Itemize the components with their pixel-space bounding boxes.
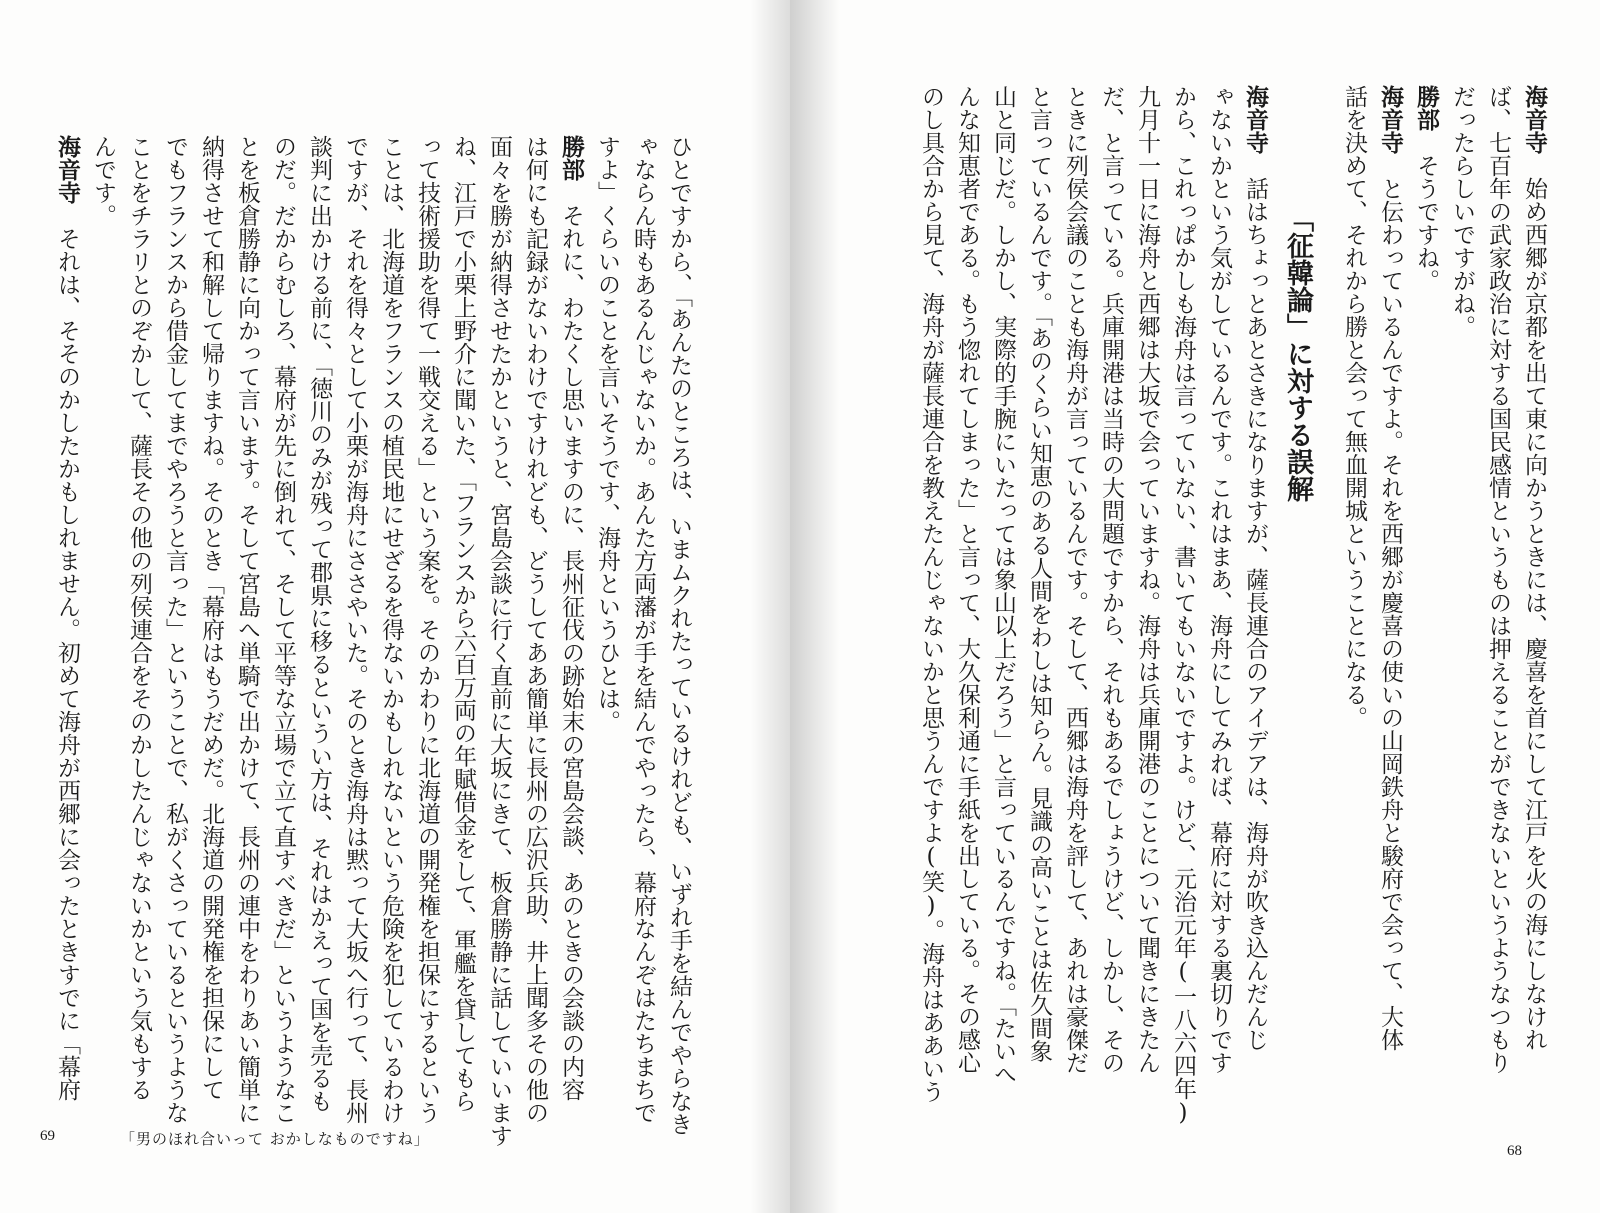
gutter-shadow bbox=[750, 0, 790, 1213]
column-text: すよ」くらいのことを言いそうです、海舟というひとは。 bbox=[594, 135, 620, 733]
speaker-label: 勝部 bbox=[1413, 85, 1439, 131]
column-text: だ、と言っている。兵庫開港は当時の大問題ですから、それもあるでしょうけど、しかし、その bbox=[1098, 85, 1124, 1074]
text-column bbox=[1450, 85, 1473, 1105]
text-column bbox=[991, 85, 1014, 1105]
column-text: って技術援助を得て一戦交える」という案を。そのかわりに北海道の開発権を担保にするという bbox=[414, 135, 440, 1124]
column-text: と言っているんです。「あのくらい知恵のある人間をわしは知らん。見識の高いことは佐久間象 bbox=[1026, 85, 1052, 1063]
column-text: そうですね。 bbox=[1413, 154, 1439, 292]
text-column bbox=[306, 135, 332, 1113]
column-text: それは、そそのかしたかもしれません。初めて海舟が西郷に会ったときすでに「幕府 bbox=[54, 227, 80, 1101]
speaker-label: 海音寺 bbox=[1377, 85, 1403, 154]
column-text: 談判に出かける前に、「徳川のみが残って郡県に移るというい方は、それはかえって国を売るも bbox=[306, 135, 332, 1113]
column-text: 話はちょっとあとさきになりますが、薩長連合のアイデアは、海舟が吹き込んだんじ bbox=[1242, 177, 1268, 1051]
column-text: と伝わっているんですよ。それを西郷が慶喜の使いの山岡鉄舟と駿府で会って、大体 bbox=[1377, 177, 1403, 1051]
page-number-right: 68 bbox=[1507, 1143, 1522, 1159]
text-column bbox=[1135, 85, 1158, 1105]
gutter-shadow bbox=[790, 0, 840, 1213]
text-column bbox=[91, 135, 114, 1095]
text-column bbox=[1027, 85, 1050, 1105]
text-column bbox=[955, 85, 978, 1105]
text-column bbox=[1063, 85, 1086, 1105]
text-column bbox=[1207, 85, 1230, 1105]
text-column bbox=[666, 135, 692, 1136]
text-column bbox=[270, 135, 296, 1124]
column-text: それに、わたくし思いますのに、長州征伐の跡始末の宮島会談、あのときの会談の内容 bbox=[558, 204, 584, 1101]
column-text: 山と同じだ。しかし、実際的手腕にいたっては象山以上だろう」と言っているんですね。「たいへ bbox=[990, 85, 1016, 1086]
text-column bbox=[1243, 85, 1266, 1105]
text-column bbox=[198, 135, 224, 1101]
column-text: ゃならん時もあるんじゃないか。あんた方両藩が手を結んでやったら、幕府なんぞはたちまちで bbox=[630, 135, 656, 1124]
column-text: ことは、北海道をフランスの植民地にせざるを得ないかもしれないという危険を犯しているわけ bbox=[378, 135, 404, 1124]
text-column bbox=[54, 135, 80, 1101]
text-column bbox=[234, 135, 260, 1124]
right-text-block bbox=[906, 85, 1547, 1126]
text-column bbox=[630, 135, 656, 1124]
text-column bbox=[1099, 85, 1122, 1105]
speaker-label: 海音寺 bbox=[1521, 85, 1547, 154]
column-text: ば、七百年の武家政治に対する国民感情というものは押えることができないというようなつもり bbox=[1485, 85, 1511, 1074]
text-column bbox=[595, 135, 618, 1095]
column-text: 面々を勝が納得させたかというと、宮島会談に行く直前に大坂にきて、板倉勝静に話していいます bbox=[486, 135, 512, 1147]
column-text: は何にも記録がないわけですけれども、どうしてああ簡単に長州の広沢兵助、井上聞多その他の bbox=[522, 135, 548, 1124]
column-text: ひとですから、「あんたのところは、いまムクれたっているけれども、いずれ手を結んでやらなき bbox=[666, 135, 692, 1136]
text-column bbox=[919, 85, 942, 1105]
section-heading: 「征韓論」に対する誤解 bbox=[1282, 205, 1313, 502]
text-column bbox=[342, 135, 368, 1124]
text-column bbox=[126, 135, 152, 1101]
column-text: から、これっぱかしも海舟は言っていない、書いてもいないですよ。けど、元治元年(一八六四年) bbox=[1170, 85, 1196, 1126]
column-text: とを板倉勝静に向かって言います。そして宮島へ単騎で出かけて、長州の連中をわりあい簡単に bbox=[234, 135, 260, 1124]
speaker-label: 海音寺 bbox=[1242, 85, 1268, 154]
column-text: 納得させて和解して帰りますね。そのとき「幕府はもうだめだ。北海道の開発権を担保にして bbox=[198, 135, 224, 1101]
column-text: ゃないかという気がしているんです。これはまあ、海舟にしてみれば、幕府に対する裏切りです bbox=[1206, 85, 1232, 1074]
column-text: ね、江戸で小栗上野介に聞いた、「フランスから六百万両の年賦借金をして、軍艦を貸してもら bbox=[450, 135, 476, 1113]
text-column bbox=[162, 135, 188, 1124]
column-text: 話を決めて、それから勝と会って無血開城ということになる。 bbox=[1341, 85, 1367, 729]
text-column bbox=[450, 135, 476, 1113]
column-text: ですが、それを得々として小栗が海舟にささやいた。そのとき海舟は黙って大坂へ行って、長州 bbox=[342, 135, 368, 1124]
text-column bbox=[558, 135, 584, 1101]
right-page bbox=[790, 0, 1600, 1213]
column-text: 九月十一日に海舟と西郷は大坂で会っていますね。海舟は兵庫開港のことについて聞きにきたん bbox=[1134, 85, 1160, 1074]
speaker-label: 勝部 bbox=[558, 135, 584, 181]
text-column bbox=[1486, 85, 1509, 1105]
column-text: ときに列侯会議のことも海舟が言っているんです。そして、西郷は海舟を評して、あれは豪傑だ bbox=[1062, 85, 1088, 1074]
text-column bbox=[1342, 85, 1365, 1105]
page-number-left: 69 bbox=[40, 1128, 55, 1144]
text-column bbox=[414, 135, 440, 1124]
text-column bbox=[1170, 85, 1196, 1126]
column-text: のし具合から見て、海舟が薩長連合を教えたんじゃないかと思うんですよ(笑)。海舟はああいう bbox=[918, 85, 944, 1103]
column-text: だったらしいですがね。 bbox=[1449, 85, 1475, 338]
left-page bbox=[0, 0, 790, 1213]
column-text: のだ。だからむしろ、幕府が先に倒れて、そして平等な立場で立て直すべきだ」というようなこ bbox=[270, 135, 296, 1124]
text-column bbox=[378, 135, 404, 1124]
text-column bbox=[1522, 85, 1545, 1105]
text-column bbox=[486, 135, 512, 1147]
column-text: んです。 bbox=[90, 135, 116, 227]
column-text: んな知恵者である。もう惚れてしまった」と言って、大久保利通に手紙を出している。その感心 bbox=[954, 85, 980, 1074]
column-text: でもフランスから借金してまでやろうと言った」ということで、私がくさっているというような bbox=[162, 135, 188, 1124]
column-text: ことをチラリとのぞかして、薩長その他の列侯連合をそのかしたんじゃないかという気もする bbox=[126, 135, 152, 1101]
running-head: 「男のほれ合いって おかしなものですね」 bbox=[120, 1130, 430, 1148]
text-column bbox=[1378, 85, 1401, 1105]
text-column bbox=[522, 135, 548, 1124]
speaker-label: 海音寺 bbox=[54, 135, 80, 204]
column-text: 始め西郷が京都を出て東に向かうときには、慶喜を首にして江戸を火の海にしなけれ bbox=[1521, 177, 1547, 1051]
text-column bbox=[1414, 85, 1437, 1105]
